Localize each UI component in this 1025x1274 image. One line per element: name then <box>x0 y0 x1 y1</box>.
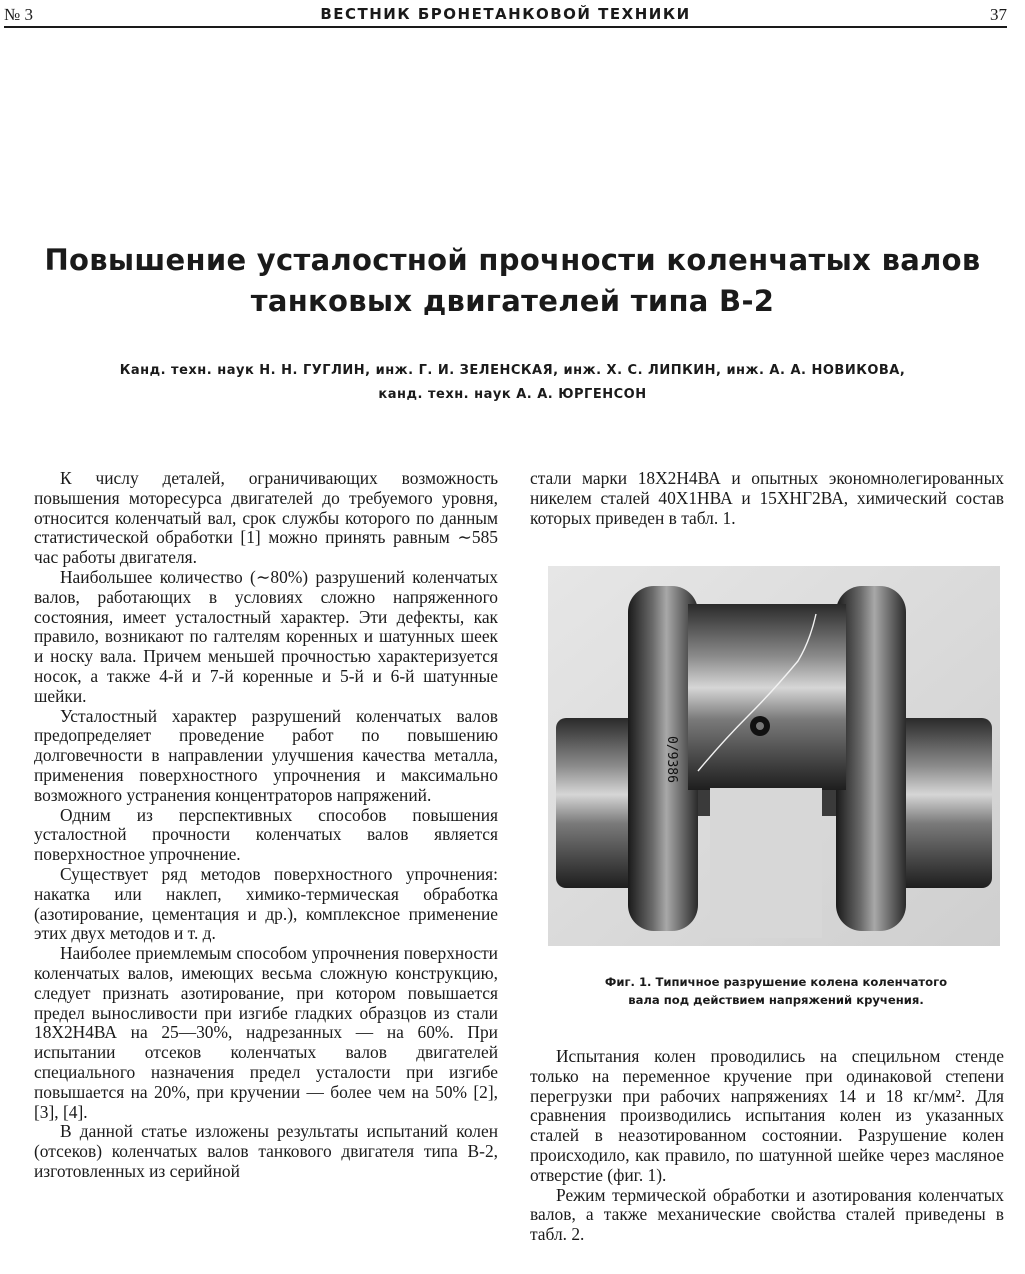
crank-web-left <box>628 586 698 931</box>
paragraph: В данной статье изложены результаты испытаний колен (отсеков) коленчатых валов танкового двигателя типа В-2, изготовленных из серийной <box>34 1121 498 1181</box>
issue-number: № 3 <box>4 5 33 24</box>
paragraph: Одним из перспективных способов повышения усталостной прочности коленчатых валов является поверхностное упрочнение. <box>34 804 498 865</box>
paragraph: Наибольшее количество (∼80%) разрушений коленчатых валов, работающих в условиях сложно напряженного состояния, имеет усталостный характер. Эти дефекты, как правило, возникают по галтелям коренных и шатунных шеек и носку вала. Причем меньшей прочностью характеризуется носок, а также 4-й и 7-й коренные и 5-й и 6-й шатунные шейки. <box>34 566 498 706</box>
part-marking: 0/9386 <box>664 736 679 783</box>
crankshaft-illustration <box>548 566 1000 946</box>
paragraph: К числу деталей, ограничивающих возможность повышения моторесурса двигателей до требуемого уровня, относится коленчатый вал, срок службы которого по данным статистической обработки [1] можно принять равным ∼585 час работы двигателя. <box>34 468 498 568</box>
paragraph: Усталостный характер разрушений коленчатых валов предопределяет проведение работ по повышению долговечности в направлении улучшения качества металла, применения поверхностного упрочнения и максимально возможного устранения концентраторов напряжений. <box>34 705 498 805</box>
gap-between-webs <box>710 788 822 938</box>
caption-line: вала под действием напряжений кручения. <box>628 993 924 1007</box>
journal-title: ВЕСТНИК БРОНЕТАНКОВОЙ ТЕХНИКИ <box>320 5 691 23</box>
authors-line: канд. техн. наук А. А. ЮРГЕНСОН <box>378 387 647 402</box>
authors <box>0 359 1025 407</box>
right-column-bottom <box>530 1047 1004 1245</box>
crankshaft-photo <box>548 566 1000 946</box>
paragraph: Наиболее приемлемым способом упрочнения поверхности коленчатых валов, имеющих весьма сложную конструкцию, следует признать азотирование, при котором повышается предел выносливости при изгибе гладких образцов из стали 18Х2Н4ВА на 25—30%, надрезанных — на 60%. При испытании отсеков коленчатых валов двигателей специального назначения предел усталости при изгибе повышается на 20%, при кручении — более чем на 50% [2], [3], [4]. <box>34 943 498 1122</box>
caption-line: Фиг. 1. Типичное разрушение колена коленчатого <box>604 975 948 989</box>
paragraph: Режим термической обработки и азотирования коленчатых валов, а также механические свойства сталей приведены в табл. 2. <box>530 1184 1004 1245</box>
title-line: танковых двигателей типа В-2 <box>250 284 775 318</box>
paragraph: Испытания колен проводились на специльном стенде только на переменное кручение при одинаковой степени перегрузки при рабочих напряжениях 14 и 18 кг/мм². Для сравнения производились испытания колен из указанных сталей в неазотированном состоянии. Разрушение колен происходило, как правило, по шатунной шейке через масляное отверстие (фиг. 1). <box>530 1046 1004 1185</box>
title-line: Повышение усталостной прочности коленчатых валов <box>44 243 981 277</box>
left-column <box>34 469 498 1182</box>
crank-web-right <box>836 586 906 931</box>
paragraph: Существует ряд методов поверхностного упрочнения: накатка или наклеп, химико-термическая обработка (азотирование, цементация и др.), комплексное применение этих двух методов и т. д. <box>34 863 498 944</box>
article-title <box>0 240 1025 322</box>
page-number: 37 <box>990 5 1007 24</box>
paragraph: стали марки 18Х2Н4ВА и опытных экономнолегированных никелем сталей 40Х1НВА и 15ХНГ2ВА, химический состав которых приведен в табл. 1. <box>530 468 1004 528</box>
authors-line: Канд. техн. наук Н. Н. ГУГЛИН, инж. Г. И. ЗЕЛЕНСКАЯ, инж. Х. С. ЛИПКИН, инж. А. А. НОВИКОВА, <box>119 363 906 378</box>
figure-caption <box>556 973 996 1009</box>
running-header <box>4 2 1007 28</box>
right-column-top <box>530 469 1004 528</box>
